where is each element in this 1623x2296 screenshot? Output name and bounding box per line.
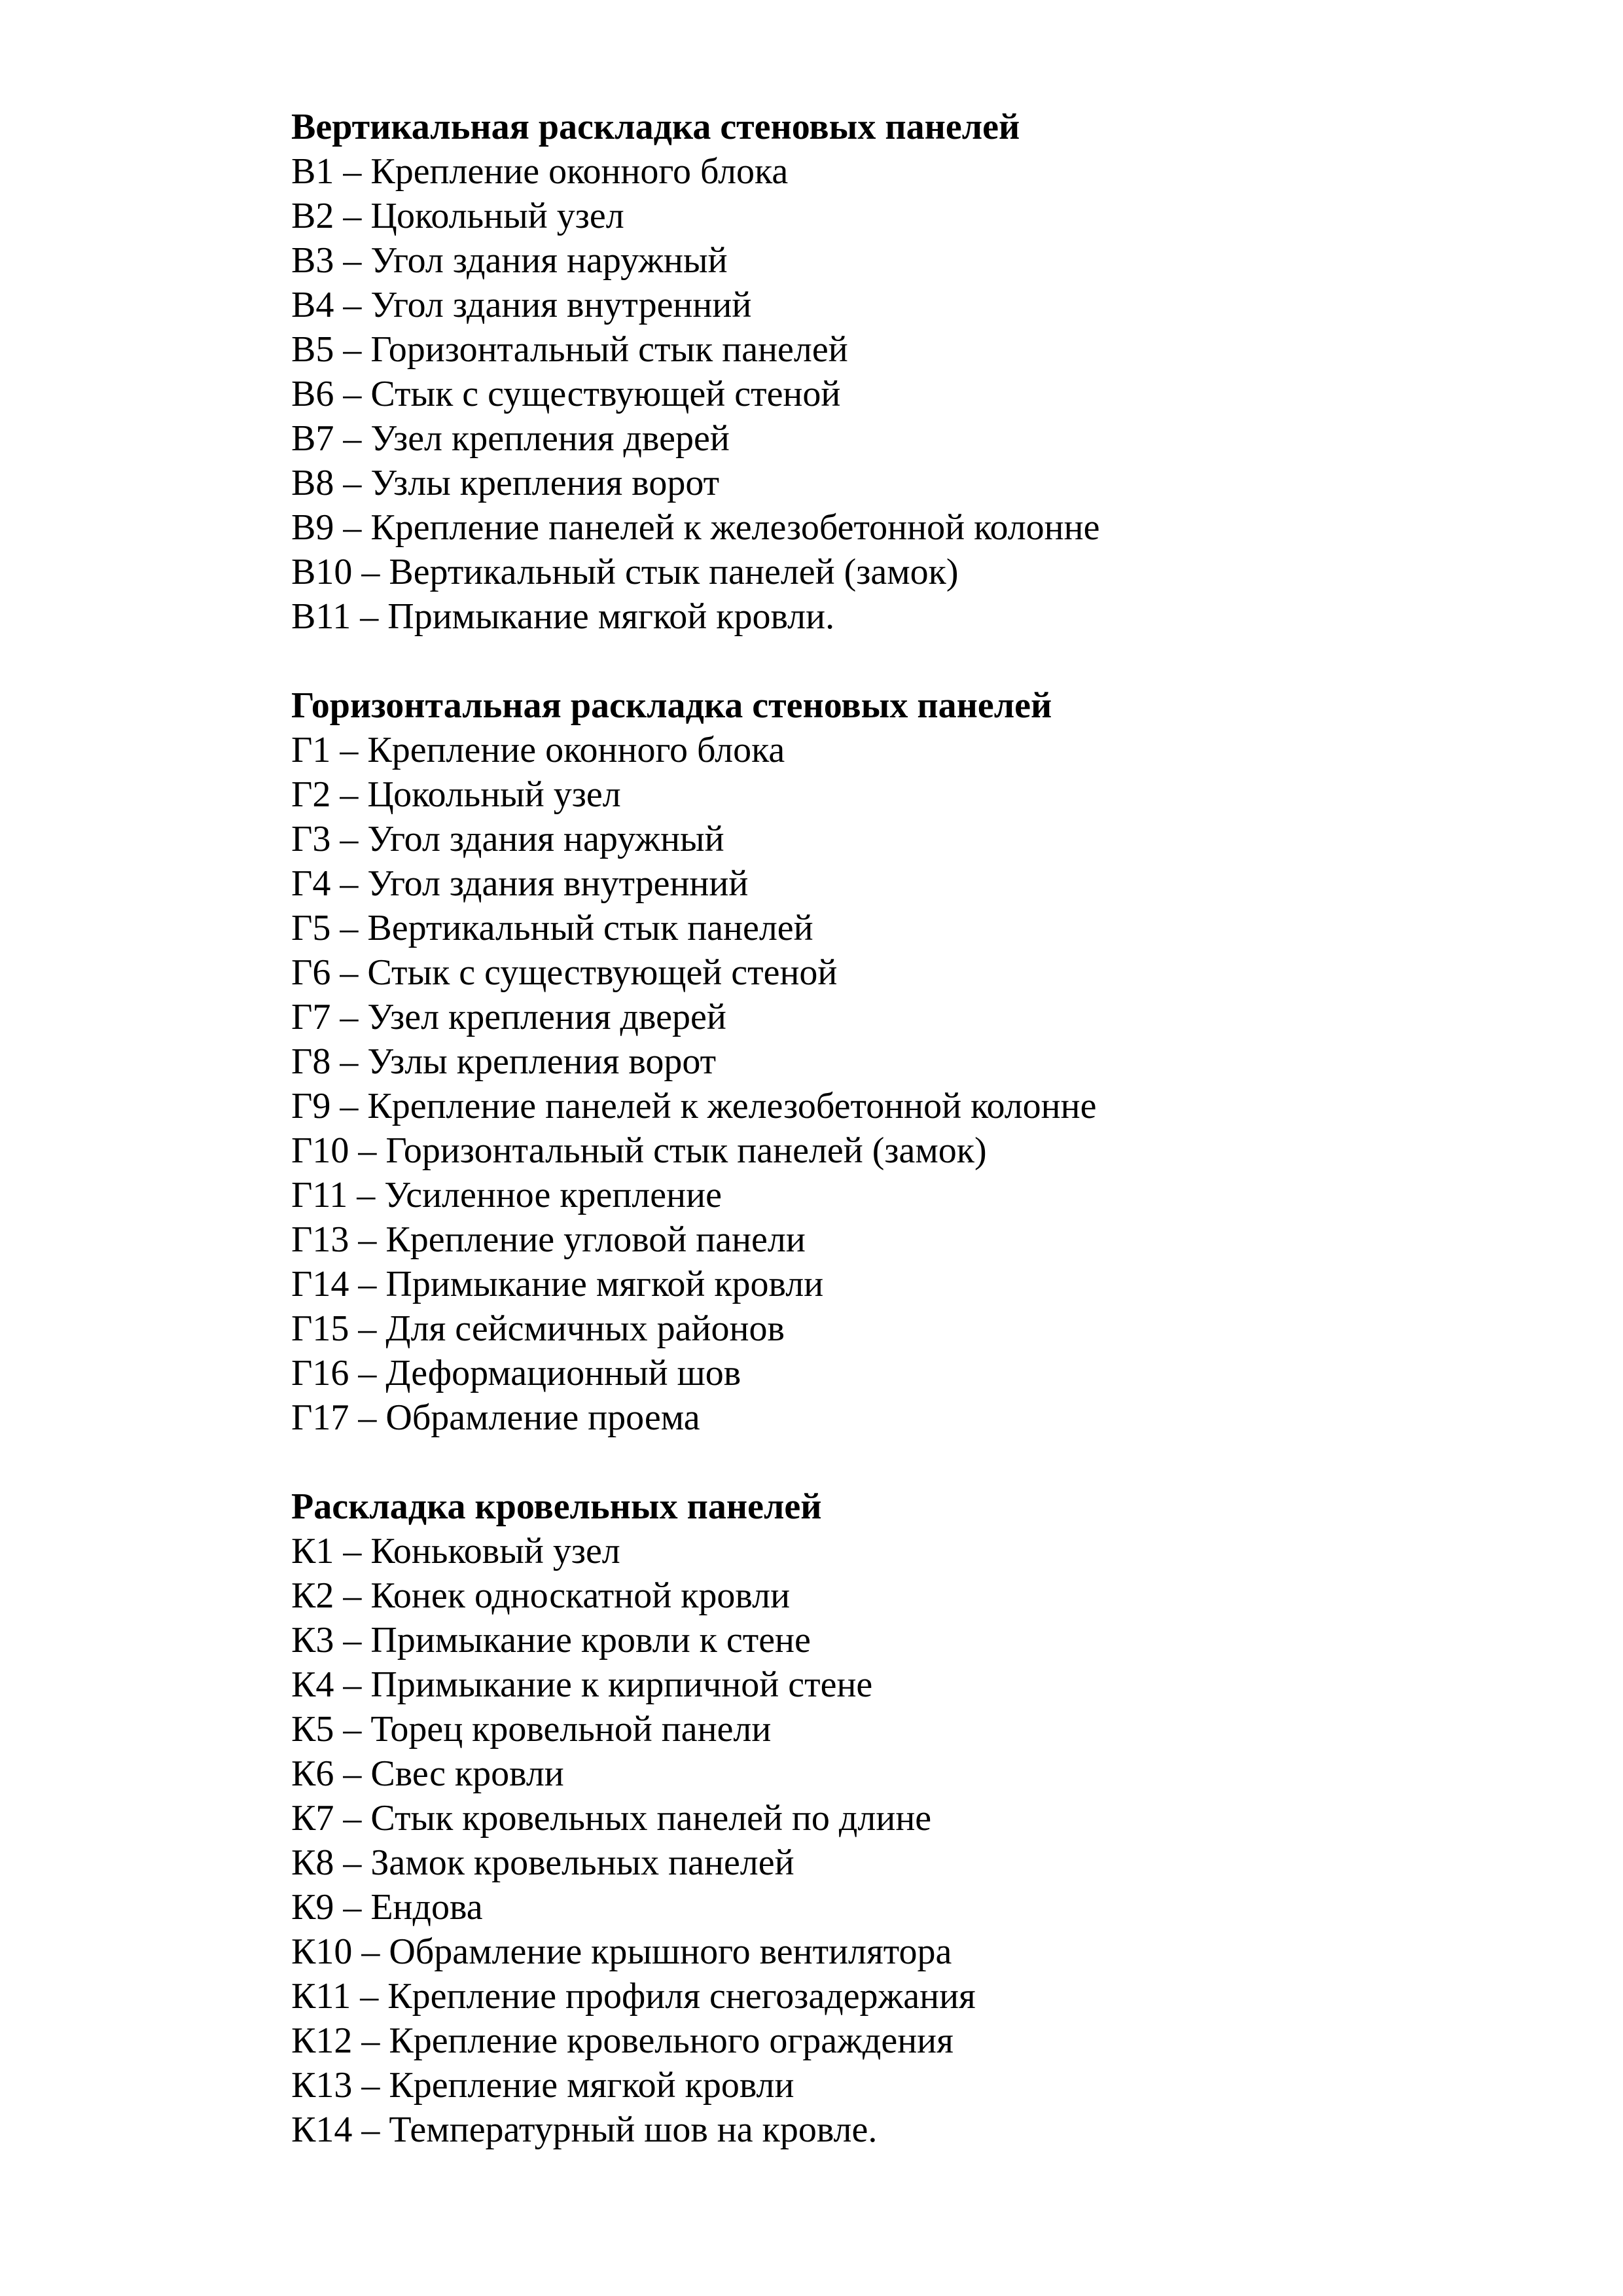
list-item: Г7 – Узел крепления дверей	[291, 997, 726, 1037]
list-item: В9 – Крепление панелей к железобетонной колонне	[291, 507, 1100, 548]
list-item: К7 – Стык кровельных панелей по длине	[291, 1798, 932, 1839]
section-roof-panels	[291, 1484, 1440, 2152]
list-item: Г9 – Крепление панелей к железобетонной колонне	[291, 1086, 1097, 1126]
list-item: В3 – Угол здания наружный	[291, 240, 728, 281]
list-item: К4 – Примыкание к кирпичной стене	[291, 1664, 873, 1705]
list-item: К6 – Свес кровли	[291, 1753, 564, 1794]
section-list	[291, 728, 1440, 1440]
list-item: В1 – Крепление оконного блока	[291, 151, 789, 192]
list-item: Г3 – Угол здания наружный	[291, 819, 724, 859]
list-item: В7 – Узел крепления дверей	[291, 418, 730, 459]
list-item: В5 – Горизонтальный стык панелей	[291, 329, 848, 370]
list-item: Г15 – Для сейсмичных районов	[291, 1308, 785, 1349]
list-item: К2 – Конек односкатной кровли	[291, 1575, 791, 1616]
section-vertical-wall-panels	[291, 105, 1440, 639]
list-item: В10 – Вертикальный стык панелей (замок)	[291, 552, 959, 592]
section-heading: Раскладка кровельных панелей	[291, 1486, 822, 1527]
list-item: Г2 – Цокольный узел	[291, 774, 621, 815]
list-item: Г6 – Стык с существующей стеной	[291, 952, 838, 993]
section-heading: Горизонтальная раскладка стеновых панелей	[291, 685, 1052, 726]
list-item: Г1 – Крепление оконного блока	[291, 730, 785, 770]
list-item: Г17 – Обрамление проема	[291, 1397, 700, 1438]
list-item: К14 – Температурный шов на кровле.	[291, 2109, 878, 2150]
list-item: Г8 – Узлы крепления ворот	[291, 1041, 717, 1082]
list-item: К13 – Крепление мягкой кровли	[291, 2065, 794, 2106]
list-item: К5 – Торец кровельной панели	[291, 1709, 772, 1749]
list-item: Г4 – Угол здания внутренний	[291, 863, 749, 904]
list-item: К1 – Коньковый узел	[291, 1531, 620, 1571]
list-item: В11 – Примыкание мягкой кровли.	[291, 596, 835, 637]
list-item: В8 – Узлы крепления ворот	[291, 463, 720, 503]
section-list	[291, 149, 1440, 639]
list-item: К10 – Обрамление крышного вентилятора	[291, 1931, 952, 1972]
list-item: К11 – Крепление профиля снегозадержания	[291, 1976, 976, 2017]
list-item: В4 – Угол здания внутренний	[291, 285, 752, 325]
list-item: Г5 – Вертикальный стык панелей	[291, 908, 813, 948]
list-item: В6 – Стык с существующей стеной	[291, 374, 841, 414]
list-item: К8 – Замок кровельных панелей	[291, 1842, 794, 1883]
list-item: Г10 – Горизонтальный стык панелей (замок)	[291, 1130, 987, 1171]
section-heading: Вертикальная раскладка стеновых панелей	[291, 107, 1020, 147]
list-item: К9 – Ендова	[291, 1887, 483, 1928]
list-item: Г11 – Усиленное крепление	[291, 1175, 722, 1215]
section-list	[291, 1529, 1440, 2152]
list-item: Г14 – Примыкание мягкой кровли	[291, 1264, 824, 1304]
list-item: Г13 – Крепление угловой панели	[291, 1219, 806, 1260]
list-item: Г16 – Деформационный шов	[291, 1353, 741, 1393]
list-item: В2 – Цокольный узел	[291, 196, 624, 236]
list-item: К3 – Примыкание кровли к стене	[291, 1620, 811, 1660]
section-horizontal-wall-panels	[291, 683, 1440, 1440]
list-item: К12 – Крепление кровельного ограждения	[291, 2020, 954, 2061]
